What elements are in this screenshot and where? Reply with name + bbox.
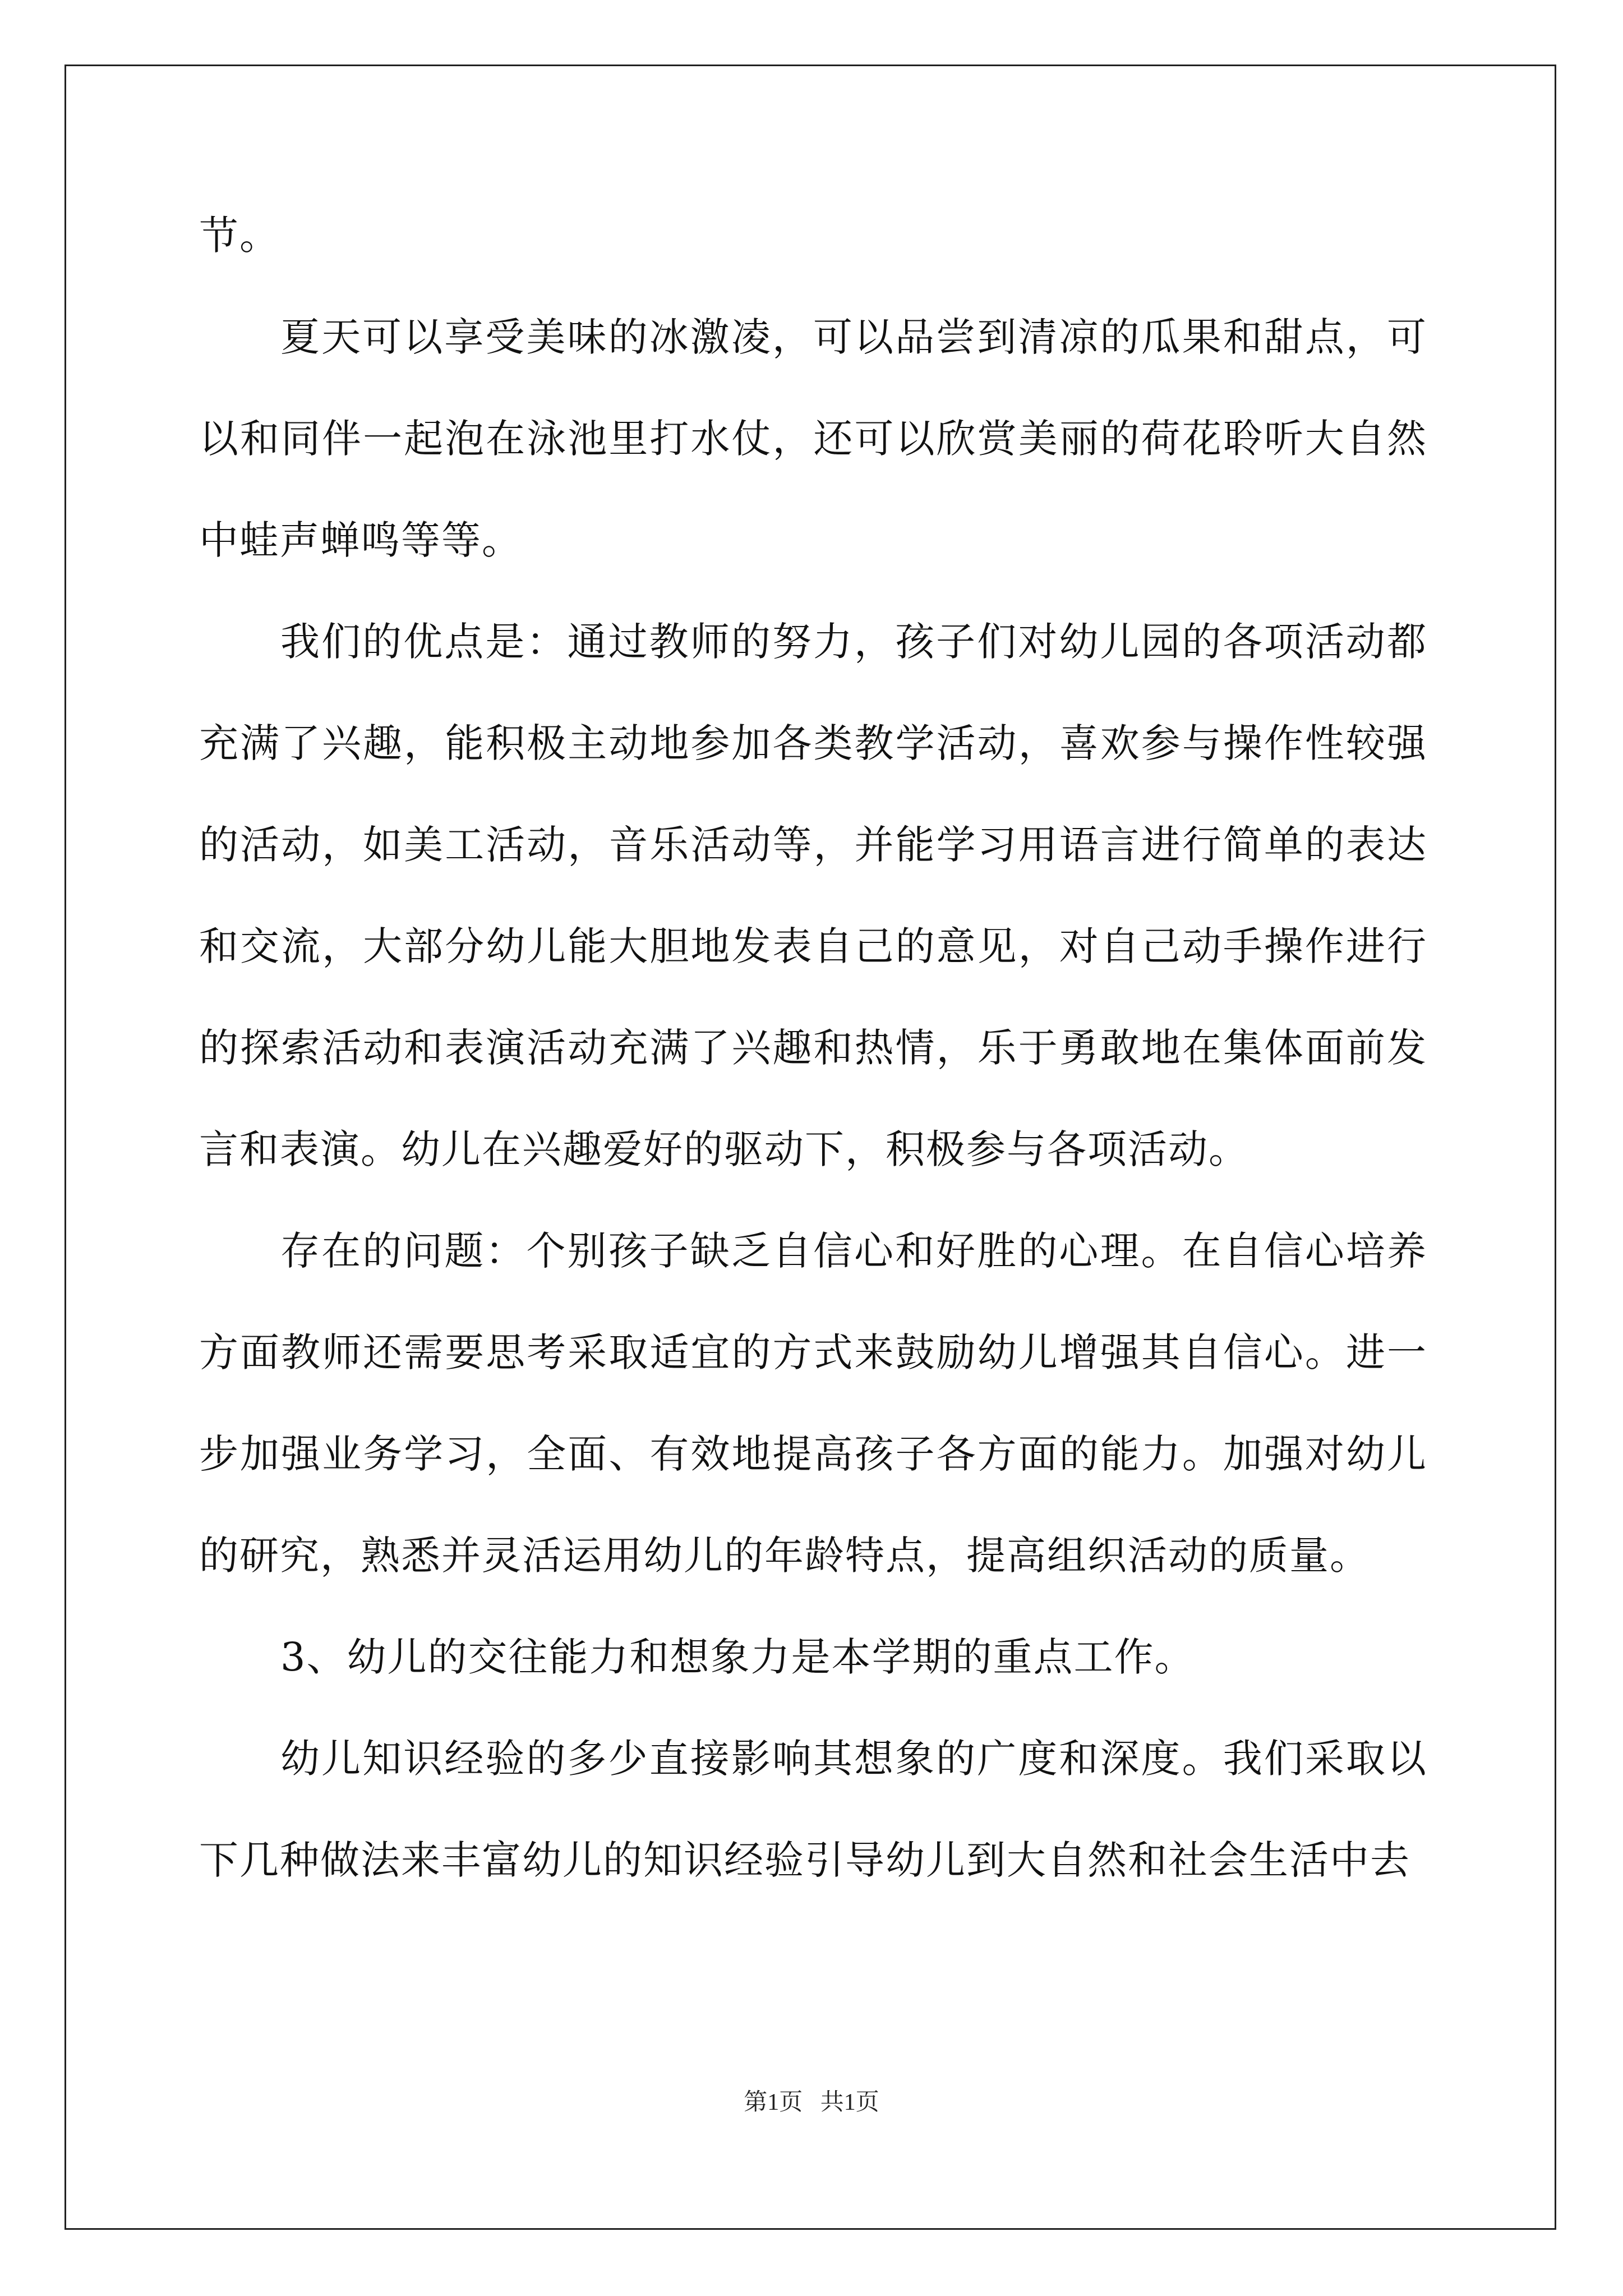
- document-body: [199, 185, 1427, 1911]
- paragraph-knowledge-experience: 幼儿知识经验的多少直接影响其想象的广度和深度。我们采取以下几种做法来丰富幼儿的知识经验引导幼儿到大自然和社会生活中去: [199, 1736, 1427, 1883]
- paragraph-continuation: 节。: [199, 213, 280, 259]
- paragraph-section-3-heading: 3、幼儿的交往能力和想象力是本学期的重点工作。: [280, 1634, 1195, 1680]
- paragraph-problems: 存在的问题：个别孩子缺乏自信心和好胜的心理。在自信心培养方面教师还需要思考采取适宜的方式来鼓励幼儿增强其自信心。进一步加强业务学习，全面、有效地提高孩子各方面的能力。加强对幼儿的研究，熟悉并灵活运用幼儿的年龄特点，提高组织活动的质量。: [199, 1228, 1427, 1579]
- paragraph-strengths: 我们的优点是：通过教师的努力，孩子们对幼儿园的各项活动都充满了兴趣，能积极主动地参加各类教学活动，喜欢参与操作性较强的活动，如美工活动，音乐活动等，并能学习用语言进行简单的表达和交流，大部分幼儿能大胆地发表自己的意见，对自己动手操作进行的探索活动和表演活动充满了兴趣和热情，乐于勇敢地在集体面前发言和表演。幼儿在兴趣爱好的驱动下，积极参与各项活动。: [199, 619, 1427, 1172]
- paragraph-summer: 夏天可以享受美味的冰激凌，可以品尝到清凉的瓜果和甜点，可以和同伴一起泡在泳池里打水仗，还可以欣赏美丽的荷花聆听大自然中蛙声蝉鸣等等。: [199, 314, 1427, 563]
- page-number-footer: 第1页 共1页: [744, 2090, 879, 2115]
